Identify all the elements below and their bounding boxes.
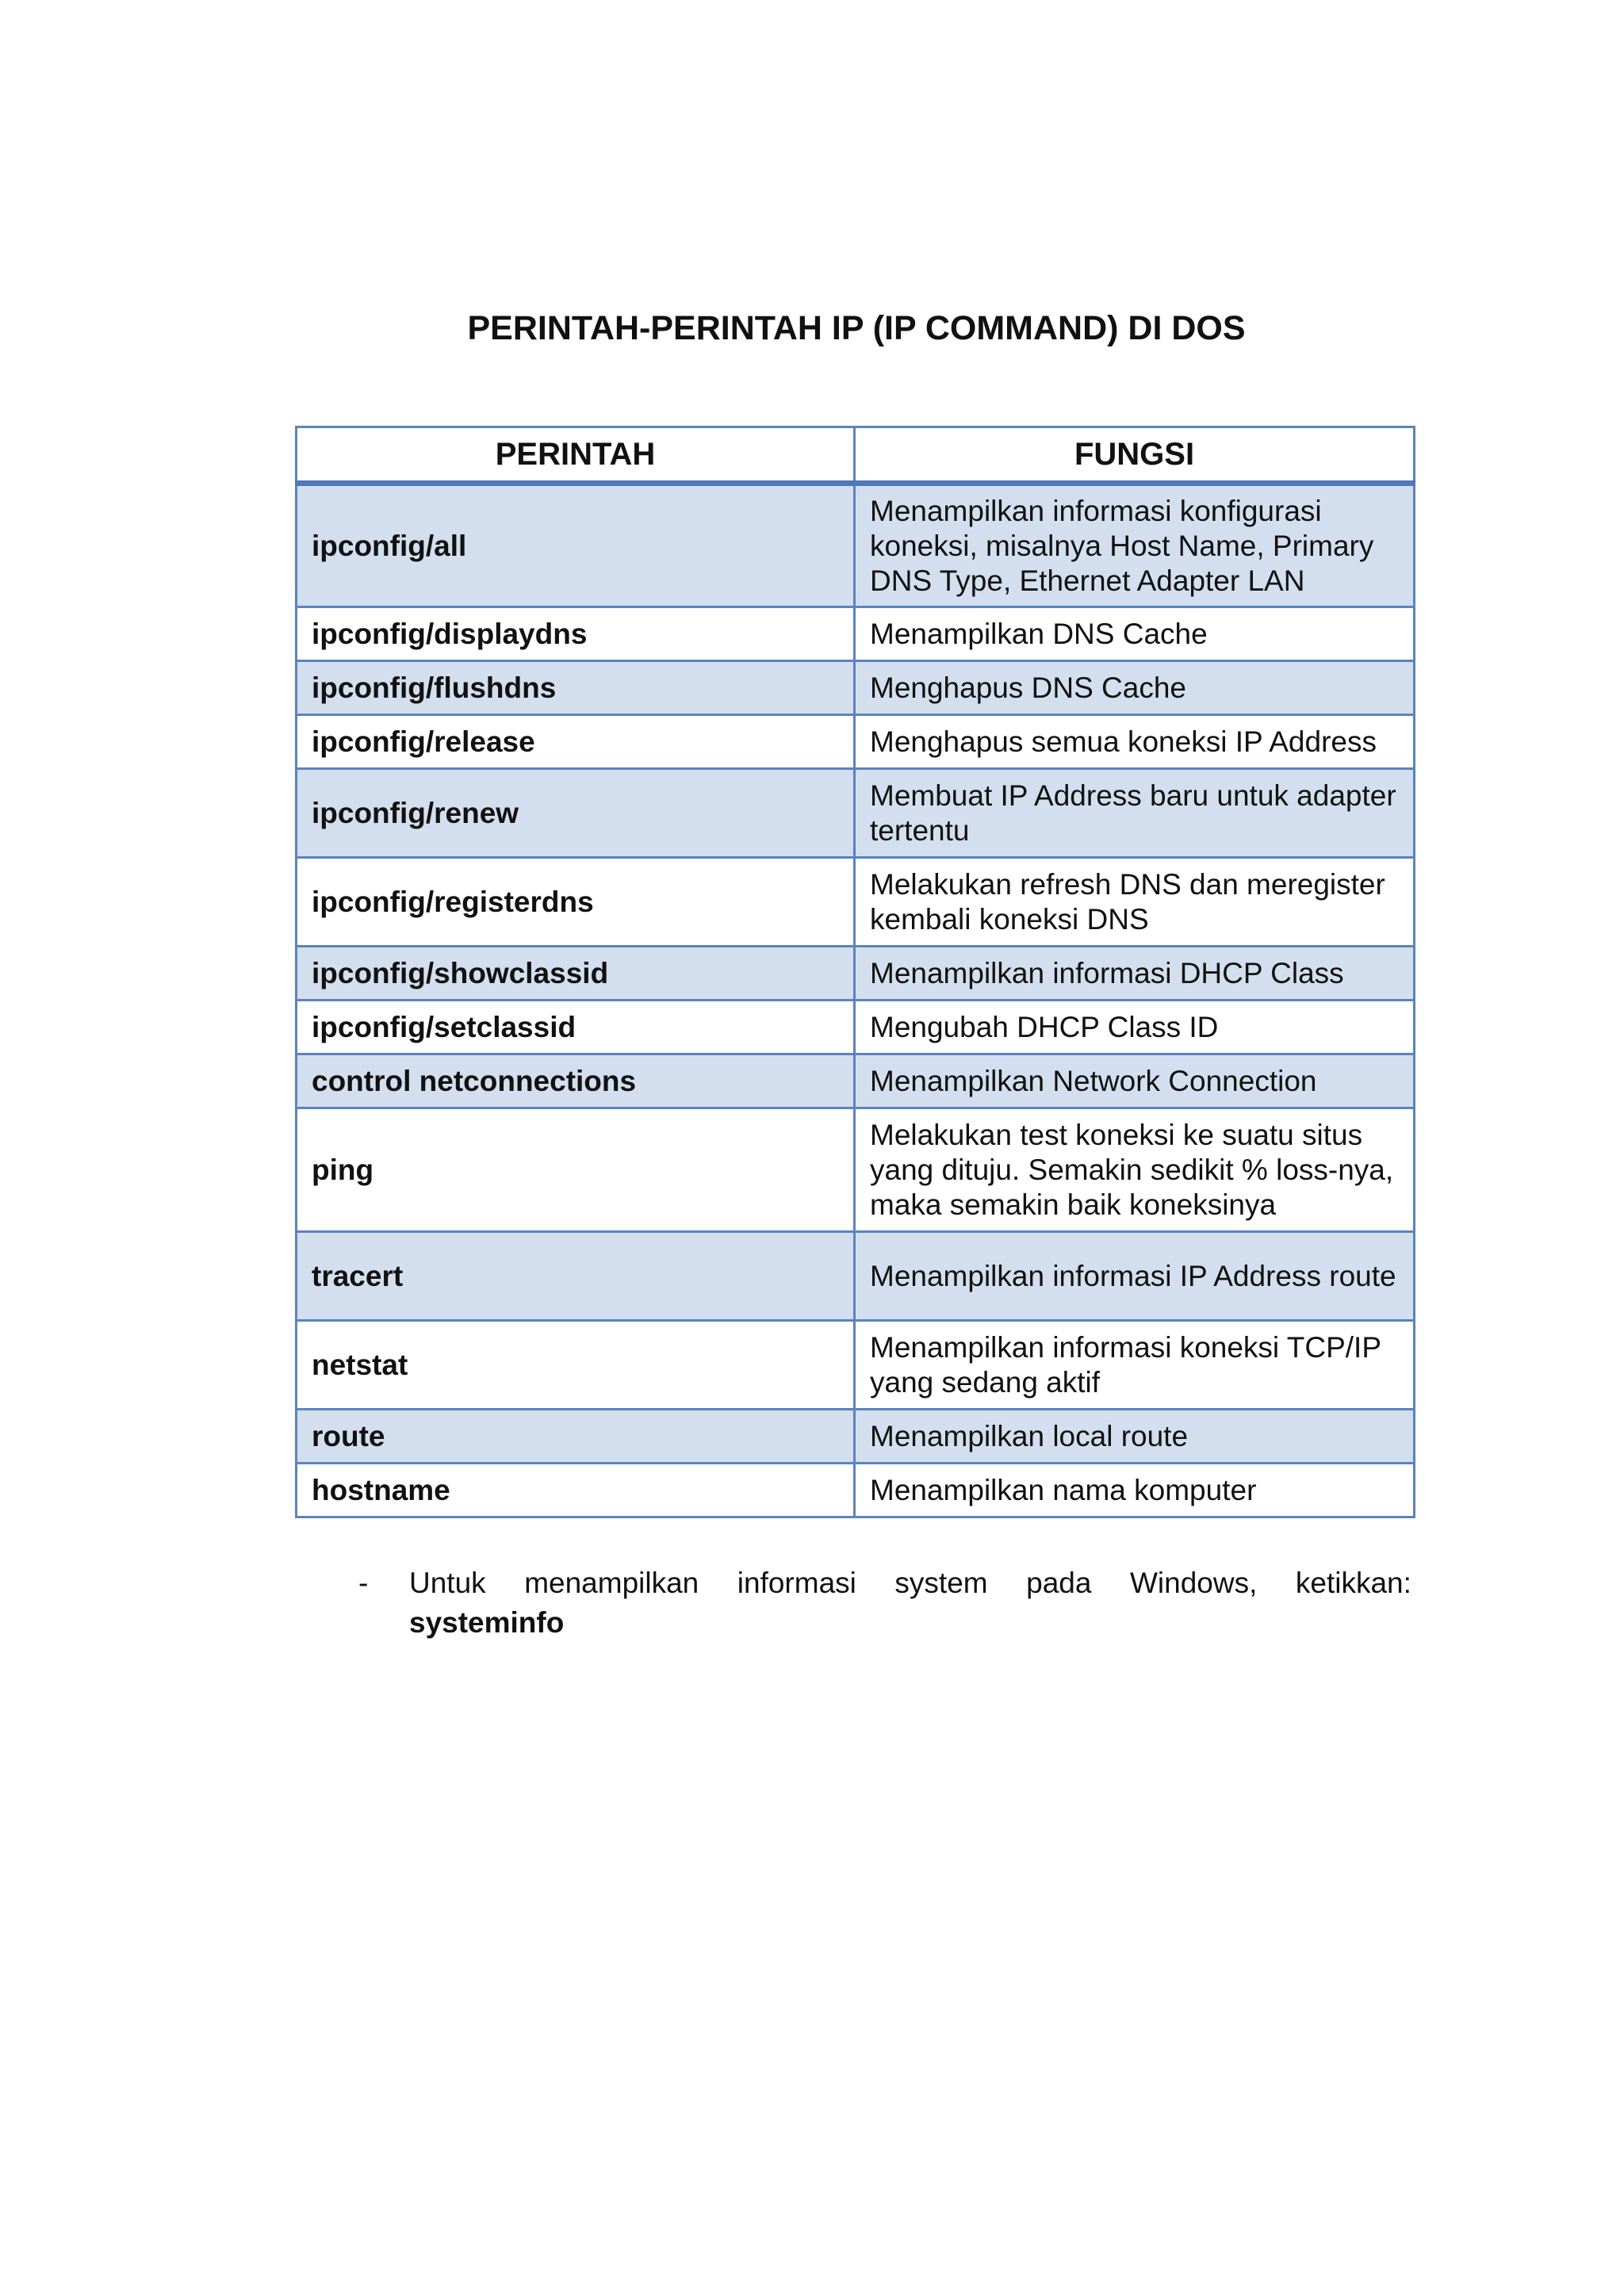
bullet-dash: -: [358, 1567, 369, 1599]
note-body: [409, 1563, 1411, 1643]
note-paragraph: [358, 1563, 1411, 1643]
command-cell: ipconfig/all: [297, 484, 855, 607]
table-row: [297, 1464, 1415, 1517]
table-row: [297, 715, 1415, 769]
command-cell: ipconfig/flushdns: [297, 661, 855, 715]
command-cell: control netconnections: [297, 1054, 855, 1108]
header-command: PERINTAH: [297, 427, 855, 484]
function-cell: Menghapus semua koneksi IP Address: [855, 715, 1415, 769]
command-cell: ping: [297, 1108, 855, 1232]
table-row: [297, 661, 1415, 715]
page-title: PERINTAH-PERINTAH IP (IP COMMAND) DI DOS: [467, 309, 1246, 347]
note-word: Windows,: [1129, 1567, 1258, 1599]
note-word: system: [894, 1567, 988, 1599]
command-cell: ipconfig/release: [297, 715, 855, 769]
command-cell: ipconfig/renew: [297, 769, 855, 858]
note-word: menampilkan: [524, 1567, 699, 1599]
command-cell: ipconfig/displaydns: [297, 607, 855, 661]
table-row: [297, 1410, 1415, 1464]
table-row: [297, 1232, 1415, 1321]
note-first-line: [409, 1563, 1411, 1603]
note-word: Untuk: [409, 1567, 486, 1599]
table-row: [297, 1108, 1415, 1232]
table-row: [297, 484, 1415, 607]
command-cell: ipconfig/registerdns: [297, 858, 855, 947]
table-row: [297, 858, 1415, 947]
function-cell: Menghapus DNS Cache: [855, 661, 1415, 715]
table-row: [297, 1321, 1415, 1410]
function-cell: Menampilkan informasi IP Address route: [855, 1232, 1415, 1321]
ip-command-table: [295, 426, 1415, 1518]
function-cell: Membuat IP Address baru untuk adapter tertentu: [855, 769, 1415, 858]
function-cell: Menampilkan informasi DHCP Class: [855, 947, 1415, 1001]
note-word: pada: [1026, 1567, 1092, 1599]
function-cell: Menampilkan Network Connection: [855, 1054, 1415, 1108]
command-cell: tracert: [297, 1232, 855, 1321]
function-cell: Menampilkan local route: [855, 1410, 1415, 1464]
command-cell: ipconfig/setclassid: [297, 1001, 855, 1054]
function-cell: Menampilkan informasi konfigurasi koneksi, misalnya Host Name, Primary DNS Type, Ethernet Adapter LAN: [855, 484, 1415, 607]
command-cell: netstat: [297, 1321, 855, 1410]
note-word: informasi: [737, 1567, 856, 1599]
table-row: [297, 947, 1415, 1001]
function-cell: Menampilkan DNS Cache: [855, 607, 1415, 661]
note-word: ketikkan:: [1295, 1567, 1411, 1599]
table-header-row: [297, 427, 1415, 484]
table-row: [297, 769, 1415, 858]
command-cell: route: [297, 1410, 855, 1464]
table-row: [297, 607, 1415, 661]
function-cell: Menampilkan informasi koneksi TCP/IP yang sedang aktif: [855, 1321, 1415, 1410]
function-cell: Mengubah DHCP Class ID: [855, 1001, 1415, 1054]
function-cell: Menampilkan nama komputer: [855, 1464, 1415, 1517]
table-row: [297, 1054, 1415, 1108]
note-command: systeminfo: [409, 1606, 565, 1639]
function-cell: Melakukan test koneksi ke suatu situs yang dituju. Semakin sedikit % loss-nya, maka semakin baik koneksinya: [855, 1108, 1415, 1232]
header-function: FUNGSI: [855, 427, 1415, 484]
table-row: [297, 1001, 1415, 1054]
command-cell: hostname: [297, 1464, 855, 1517]
function-cell: Melakukan refresh DNS dan meregister kembali koneksi DNS: [855, 858, 1415, 947]
command-cell: ipconfig/showclassid: [297, 947, 855, 1001]
